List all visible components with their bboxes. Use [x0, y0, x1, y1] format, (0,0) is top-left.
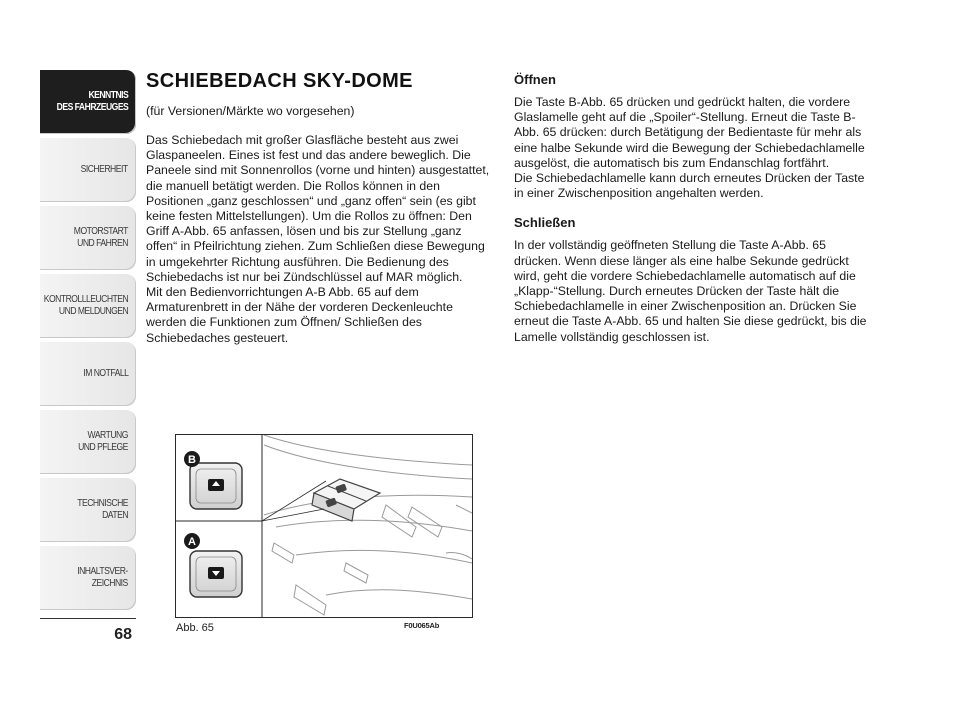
sunroof-close-icon [208, 567, 224, 579]
tab-label: IM NOTFALL [82, 368, 128, 379]
divider [40, 618, 136, 619]
tab-wartung-und-pflege[interactable] [40, 410, 136, 474]
tab-kontrollleuchten-und-meldungen[interactable] [40, 274, 136, 338]
article-right-column [514, 70, 874, 359]
section-body: In der vollständig geöffneten Stellung die Taste A-Abb. 65 drücken. Wenn diese länger als eine halbe Sekunde gedrückt wird, geht die vordere Schiebedachlamelle automatisch auf die „Klapp-“Stellung. Durch erneutes Drücken der Taste hält die Schiebedachlamelle in einer Zwischenposition an. Drücken Sie erneut die Taste A-Abb. 65 und halten Sie diese gedrückt, bis die Lamelle vollständig geschlossen ist. [514, 238, 867, 344]
overhead-console-illustration [176, 435, 472, 617]
tab-motorstart-und-fahren[interactable] [40, 206, 136, 270]
tab-label: INHALTSVER- ZEICHNIS [77, 566, 128, 589]
tab-im-notfall[interactable] [40, 342, 136, 406]
overhead-console-drawing [264, 435, 472, 615]
button-a-callout [190, 551, 242, 597]
tab-label: KONTROLLLEUCHTEN UND MELDUNGEN [43, 294, 128, 317]
tab-label: KENNTNIS DES FAHRZEUGES [56, 90, 128, 113]
switch-block [312, 479, 380, 521]
section-heading: Schließen [514, 215, 576, 231]
tab-sicherheit[interactable] [40, 138, 136, 202]
label-a: A [188, 536, 196, 548]
section-heading: Öffnen [514, 72, 556, 87]
tab-label: SICHERHEIT [81, 164, 128, 175]
body-paragraph: Das Schiebedach mit großer Glasfläche besteht aus zwei Glaspaneelen. Eines ist fest und das andere beweglich. Die Paneele sind mit Sonnenrollos (vorne und hinten) ausgestattet, die manuell betätigt werden. Die Rollos können in den Positionen „ganz geschlossen“ und „ganz offen“ sein (es gibt keine festen Mittelstellungen). Um die Rollos zu öffnen: Den Griff A-Abb. 65 anfassen, lösen und bis zur Stellung „ganz offen“ in Pfeilrichtung ziehen. Zum Schließen diese Bewegung in umgekehrter Richtung ausführen. Die Bedienung des Schiebedachs ist nur bei Zündschlüssel auf MAR möglich. Mit den Bedienvorrichtungen A-B Abb. 65 auf dem Armaturenbrett in der Nähe der vorderen Deckenleuchte werden die Funktionen zum Öffnen/ Schließen des Schiebedaches gesteuert. [146, 133, 490, 345]
tab-inhaltsverzeichnis[interactable] [40, 546, 136, 610]
tab-label: MOTORSTART UND FAHREN [73, 226, 128, 249]
chapter-tabs [40, 70, 136, 614]
section-body: Die Taste B-Abb. 65 drücken und gedrückt halten, die vordere Glaslamelle geht auf die „Spoiler“-Stellung. Erneut die Taste B-Abb. 65 drücken: durch Betätigung der Bedientaste für mehr als eine halbe Sekunde wird die Bewegung der Schiebedachlamelle ausgelöst, die automatisch bis zum Endanschlag fortfährt. Die Schiebedachlamelle kann durch erneutes Drücken der Taste in einer Zwischenposition angehalten werden. [514, 95, 865, 201]
section-schliessen [514, 215, 874, 344]
label-b: B [188, 454, 196, 466]
sunroof-open-icon [208, 479, 224, 491]
tab-label: WARTUNG UND PFLEGE [78, 430, 128, 453]
figure-code: F0U065Ab [404, 621, 440, 630]
page-number: 68 [114, 626, 132, 643]
section-oeffnen [514, 72, 874, 201]
tab-label: TECHNISCHE DATEN [77, 498, 128, 521]
tab-technische-daten[interactable] [40, 478, 136, 542]
tab-kenntnis-des-fahrzeuges[interactable] [40, 70, 136, 134]
figure-65 [175, 434, 473, 618]
subtitle: (für Versionen/Märkte wo vorgesehen) [146, 104, 355, 118]
page-title: SCHIEBEDACH SKY-DOME [146, 70, 413, 92]
article-left-column [146, 70, 496, 346]
button-b-callout [190, 463, 242, 509]
figure-caption: Abb. 65 [176, 622, 214, 634]
